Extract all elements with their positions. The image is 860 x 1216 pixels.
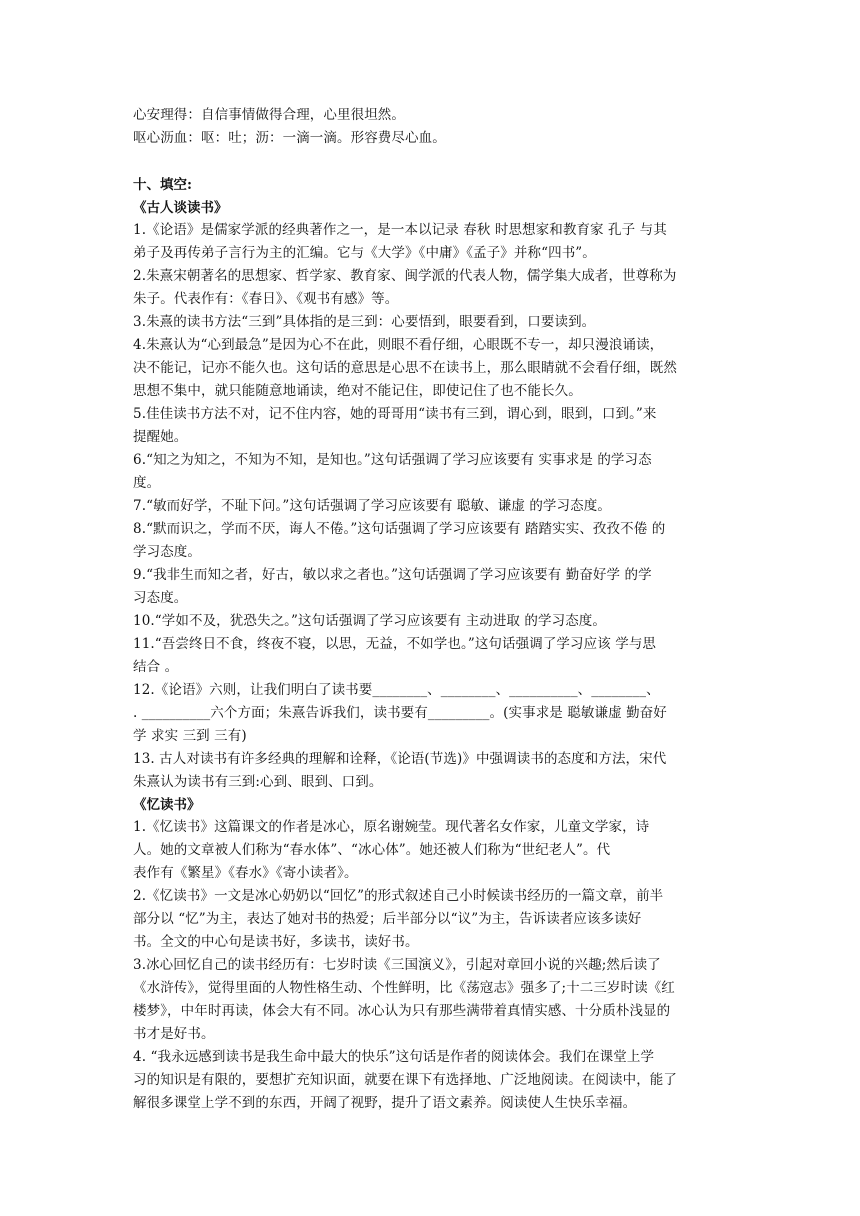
item-paragraph	[133, 610, 733, 633]
item-line: 4.朱熹认为“心到最急”是因为心不在此，则眼不看仔细，心眼既不专一，却只漫浪诵读，	[133, 337, 664, 353]
item-line: 度。	[133, 475, 161, 491]
item-line: 表作有《繁星》《春水》《寄小读者》。	[133, 865, 358, 881]
item-line: 4. “我永远感到读书是我生命中最大的快乐”这句话是作者的阅读体会。我们在课堂上学	[133, 1049, 655, 1065]
definition-line: 呕心沥血：呕：吐；沥：一滴一滴。形容费尽心血。	[133, 130, 446, 146]
item-line: 5.佳佳读书方法不对，记不住内容，她的哥哥用“读书有三到，谓心到，眼到，口到。”来	[133, 406, 657, 422]
item-line: 1.《论语》是儒家学派的经典著作之一，是一本以记录 春秋 时思想家和教育家 孔子 与其	[133, 222, 667, 238]
item-line: 12.《论语》六则，让我们明白了读书要________、________、__________、________、	[133, 682, 660, 698]
item-line: 《水浒传》，觉得里面的人物性格生动、个性鲜明，比《荡寇志》强多了;十二三岁时读《红	[133, 980, 675, 996]
item-paragraph	[133, 219, 733, 265]
item-line: 10.“学如不及，犹恐失之。”这句话强调了学习应该要有 主动进取 的学习态度。	[133, 613, 607, 629]
item-paragraph	[133, 449, 733, 495]
item-line: 2.《忆读书》一文是冰心奶奶以“回忆”的形式叙述自己小时候读书经历的一篇文章，前半	[133, 888, 664, 904]
item-line: 3.朱熹的读书方法“三到”具体指的是三到：心要悟到，眼要看到，口要读到。	[133, 314, 596, 330]
item-line: . __________六个方面；朱熹告诉我们，读书要有_________。(实事求是 聪敏谦虚 勤奋好	[133, 705, 667, 721]
item-line: 结合 。	[133, 659, 179, 675]
item-paragraph	[133, 885, 733, 954]
item-paragraph	[133, 518, 733, 564]
part-items	[133, 219, 733, 794]
item-paragraph	[133, 311, 733, 334]
item-paragraph	[133, 679, 733, 748]
item-line: 朱子。代表作有：《春日》、《观书有感》等。	[133, 291, 399, 307]
part-title: 《古人谈读书》	[133, 200, 228, 216]
item-line: 朱熹认为读书有三到:心到、眼到、口到。	[133, 774, 383, 790]
item-line: 书才是好书。	[133, 1026, 215, 1042]
item-line: 思想不集中，就只能随意地诵读，绝对不能记住，即使记住了也不能长久。	[133, 383, 582, 399]
item-line: 学习态度。	[133, 544, 201, 560]
part-title: 《忆读书》	[133, 797, 201, 813]
part-items	[133, 816, 733, 1115]
item-paragraph	[133, 334, 733, 403]
item-line: 6.“知之为知之，不知为不知，是知也。”这句话强调了学习应该要有 实事求是 的学习态	[133, 452, 652, 468]
item-line: 弟子及再传弟子言行为主的汇编。它与《大学》《中庸》《孟子》并称“四书”。	[133, 245, 596, 261]
item-line: 8.“默而识之，学而不厌，诲人不倦。”这句话强调了学习应该要有 踏踏实实、孜孜不倦 的	[133, 521, 666, 537]
item-line: 3.冰心回忆自己的读书经历有：七岁时读《三国演义》，引起对章回小说的兴趣;然后读了	[133, 957, 661, 973]
item-line: 部分以 “忆”为主，表达了她对书的热爱；后半部分以“议”为主，告诉读者应该多读好	[133, 911, 642, 927]
item-line: 书。全文的中心句是读书好，多读书，读好书。	[133, 934, 419, 950]
part-gu-ren-tan-du-shu	[133, 197, 733, 794]
item-paragraph	[133, 816, 733, 885]
item-paragraph	[133, 403, 733, 449]
definition-line: 心安理得：自信事情做得合理，心里很坦然。	[133, 107, 405, 123]
item-paragraph	[133, 1046, 733, 1115]
definitions-block	[133, 104, 733, 150]
item-paragraph	[133, 748, 733, 794]
item-line: 9.“我非生而知之者，好古，敏以求之者也。”这句话强调了学习应该要有 勤奋好学 的学	[133, 567, 652, 583]
section-title: 十、填空:	[133, 177, 192, 193]
item-line: 学 求实 三到 三有)	[133, 728, 247, 744]
item-paragraph	[133, 564, 733, 610]
item-paragraph	[133, 633, 733, 679]
item-line: 习态度。	[133, 590, 188, 606]
spacer	[133, 150, 733, 174]
item-line: 1.《忆读书》这篇课文的作者是冰心，原名谢婉莹。现代著名女作家，儿童文学家，诗	[133, 819, 650, 835]
item-line: 11.“吾尝终日不食，终夜不寝，以思，无益，不如学也。”这句话强调了学习应该 学与思	[133, 636, 657, 652]
item-line: 13. 古人对读书有许多经典的理解和诠释，《论语(节选)》中强调读书的态度和方法，宋代	[133, 751, 667, 767]
item-line: 楼梦》，中年时再读，体会大有不同。冰心认为只有那些满带着真情实感、十分质朴浅显的	[133, 1003, 671, 1019]
item-line: 2.朱熹宋朝著名的思想家、哲学家、教育家、闽学派的代表人物，儒学集大成者，世尊称为	[133, 268, 677, 284]
item-line: 提醒她。	[133, 429, 188, 445]
item-line: 人。她的文章被人们称为“春水体”、“冰心体”。她还被人们称为“世纪老人”。代	[133, 842, 611, 858]
item-line: 7.“敏而好学，不耻下问。”这句话强调了学习应该要有 聪敏、谦虚 的学习态度。	[133, 498, 611, 514]
item-line: 决不能记，记亦不能久也。这句话的意思是心思不在读书上，那么眼睛就不会看仔细，既然	[133, 360, 677, 376]
part-yi-du-shu	[133, 794, 733, 1115]
item-line: 习的知识是有限的，要想扩充知识面，就要在课下有选择地、广泛地阅读。在阅读中，能了	[133, 1072, 677, 1088]
item-paragraph	[133, 495, 733, 518]
document-page	[133, 104, 733, 1115]
item-paragraph	[133, 954, 733, 1046]
item-line: 解很多课堂上学不到的东西，开阔了视野，提升了语文素养。阅读使人生快乐幸福。	[133, 1095, 637, 1111]
item-paragraph	[133, 265, 733, 311]
